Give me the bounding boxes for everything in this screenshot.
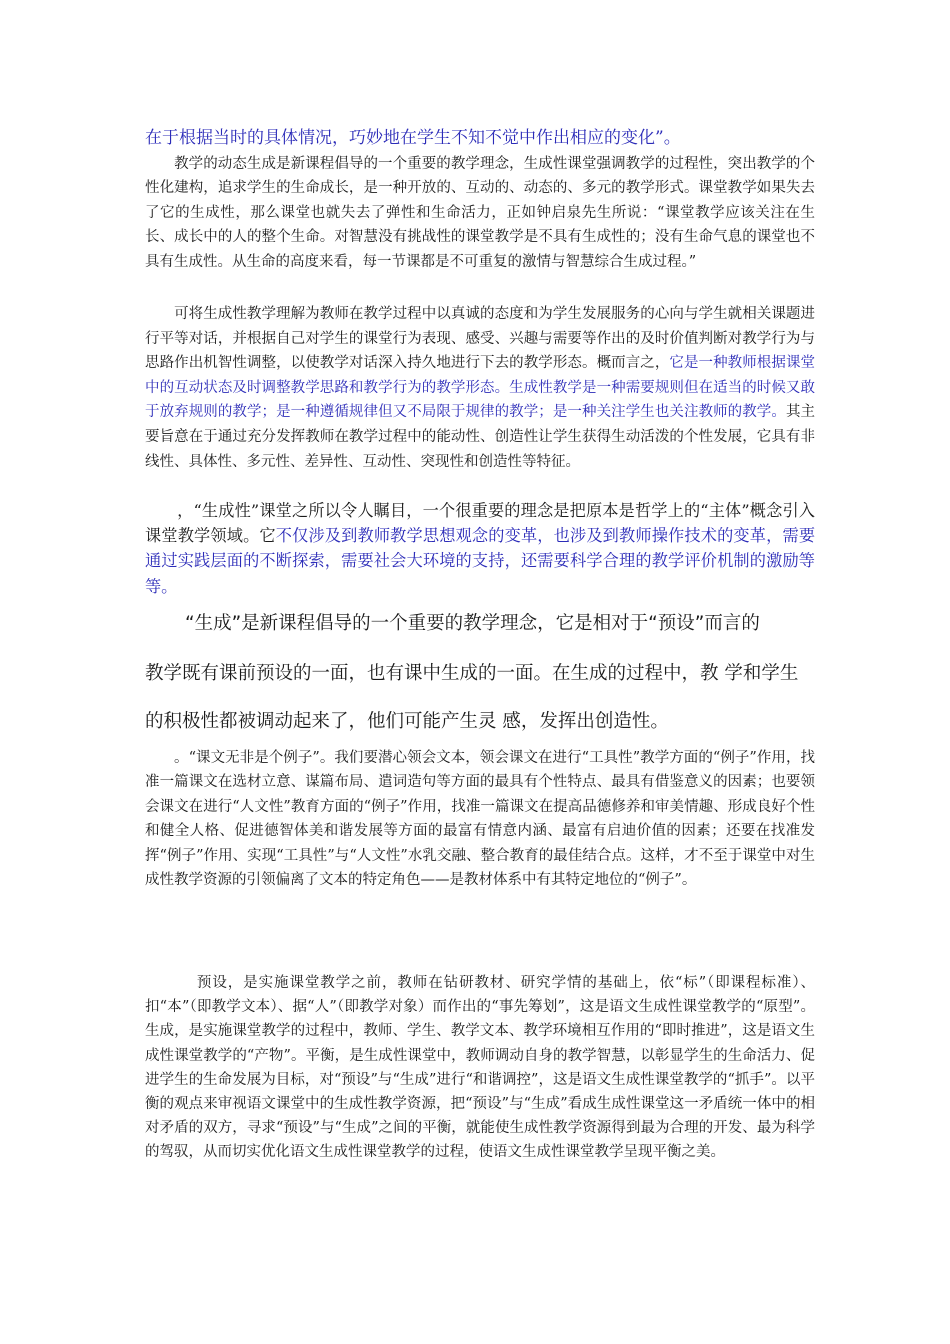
highlighted-text: 它是一种教师根据课堂中的互动状态及时调整教学思路和教学行为的教学形态。生成性教学是一种需要规则但在适当的时候又敢于放弃规则的教学；是一种遵循规律但又不局限于规律的教学；是一种关注学生也关注教师的教学。 [145,355,816,421]
paragraph-quote-end: 在于根据当时的具体情况，巧妙地在学生不知不觉中作出相应的变化”。 [145,128,681,148]
sans-line-2: 教学既有课前预设的一面，也有课中生成的一面。在生成的过程中，教 学和学生 [145,663,799,684]
paragraph-generative-teaching [145,302,815,474]
paragraph-text: 教学的动态生成是新课程倡导的一个重要的教学理念，生成性课堂强调教学的过程性，突出教学的个性化建构，追求学生的生命成长，是一种开放的、互动的、动态的、多元的教学形式。课堂教学如果失去了它的生成性，那么课堂也就失去了弹性和生命活力，正如钟启泉先生所说：“课堂教学应该关注在生长、成长中的人的整个生命。对智慧没有挑战性的课堂教学是不具有生成性的；没有生命气息的课堂也不具有生成性。从生命的高度来看，每一节课都是不可重复的激情与智慧综合生成过程。” [145,156,815,270]
paragraph-dynamic-generation [145,152,815,274]
paragraph-text: 其主要旨意在于通过充分发挥教师在教学过程中的能动性、创造性让学生获得生动活泼的个性发展，它具有非线性、具体性、多元性、差异性、互动性、突现性和创造性等特征。 [145,404,816,470]
paragraph-text: 。“课文无非是个例子”。我们要潜心领会文本，领会课文在进行“工具性”教学方面的“例子”作用，找准一篇课文在选材立意、谋篇布局、遣词造句等方面的最具有个性特点、最具有借鉴意义的因素；也要领会课文在进行“人文性”教育方面的“例子”作用，找准一篇课文在提高品德修养和审美情趣、形成良好个性和健全人格、促进德智体美和谐发展等方面的最富有情意内涵、最富有启迪价值的因素；还要在找准发挥“例子”作用、实现“工具性”与“人文性”水乳交融、整合教育的最佳结合点。这样，才不至于课堂中对生成性教学资源的引领偏离了文本的特定角色——是教材体系中有其特定地位的“例子”。 [145,750,815,889]
paragraph-text: ，“生成性”课堂之所以令人瞩目，一个很重要的理念是把原本是哲学上的“主体”概念引入课堂教学领域。它 [145,501,815,546]
sans-line-1: “生成”是新课程倡导的一个重要的教学理念，它是相对于“预设”而言的 [185,613,760,634]
paragraph-preset-and-generation [145,971,815,1165]
paragraph-subject-concept [145,498,815,599]
sans-line-3: 的积极性都被调动起来了，他们可能产生灵 感，发挥出创造性。 [145,711,669,732]
paragraph-text: 可将生成性教学理解为教师在教学过程中以真诚的态度和为学生发展服务的心向与学生就相关课题进行平等对话，并根据自己对学生的课堂行为表现、感受、兴趣与需要等作出的及时价值判断对教学行为与思路作出机智性调整，以使教学对话深入持久地进行下去的教学形态。概而言之， [145,306,815,372]
paragraph-text: 预设，是实施课堂教学之前，教师在钻研教材、研究学情的基础上，依“标”（即课程标准）、扣“本”（即教学文本）、据“人”（即教学对象）而作出的“事先筹划”，这是语文生成性课堂教学的“原型”。生成，是实施课堂教学的过程中，教师、学生、教学文本、教学环境相互作用的“即时推进”，这是语文生成性课堂教学的“产物”。平衡，是生成性课堂中，教师调动自身的教学智慧，以彰显学生的生命活力、促进学生的生命发展为目标，对“预设”与“生成”进行“和谐调控”，这是语文生成性课堂教学的“抓手”。以平衡的观点来审视语文课堂中的生成性教学资源，把“预设”与“生成”看成生成性课堂这一矛盾统一体中的相对矛盾的双方，寻求“预设”与“生成”之间的平衡，就能使生成性教学资源得到最为合理的开发、最为科学的驾驭，从而切实优化语文生成性课堂教学的过程，使语文生成性课堂教学呈现平衡之美。 [145,975,815,1161]
paragraph-text-as-example [145,746,815,892]
highlighted-text: 不仅涉及到教师教学思想观念的变革，也涉及到教师操作技术的变革，需要通过实践层面的不断探索，需要社会大环境的支持，还需要科学合理的教学评价机制的激励等等。 [145,526,816,596]
